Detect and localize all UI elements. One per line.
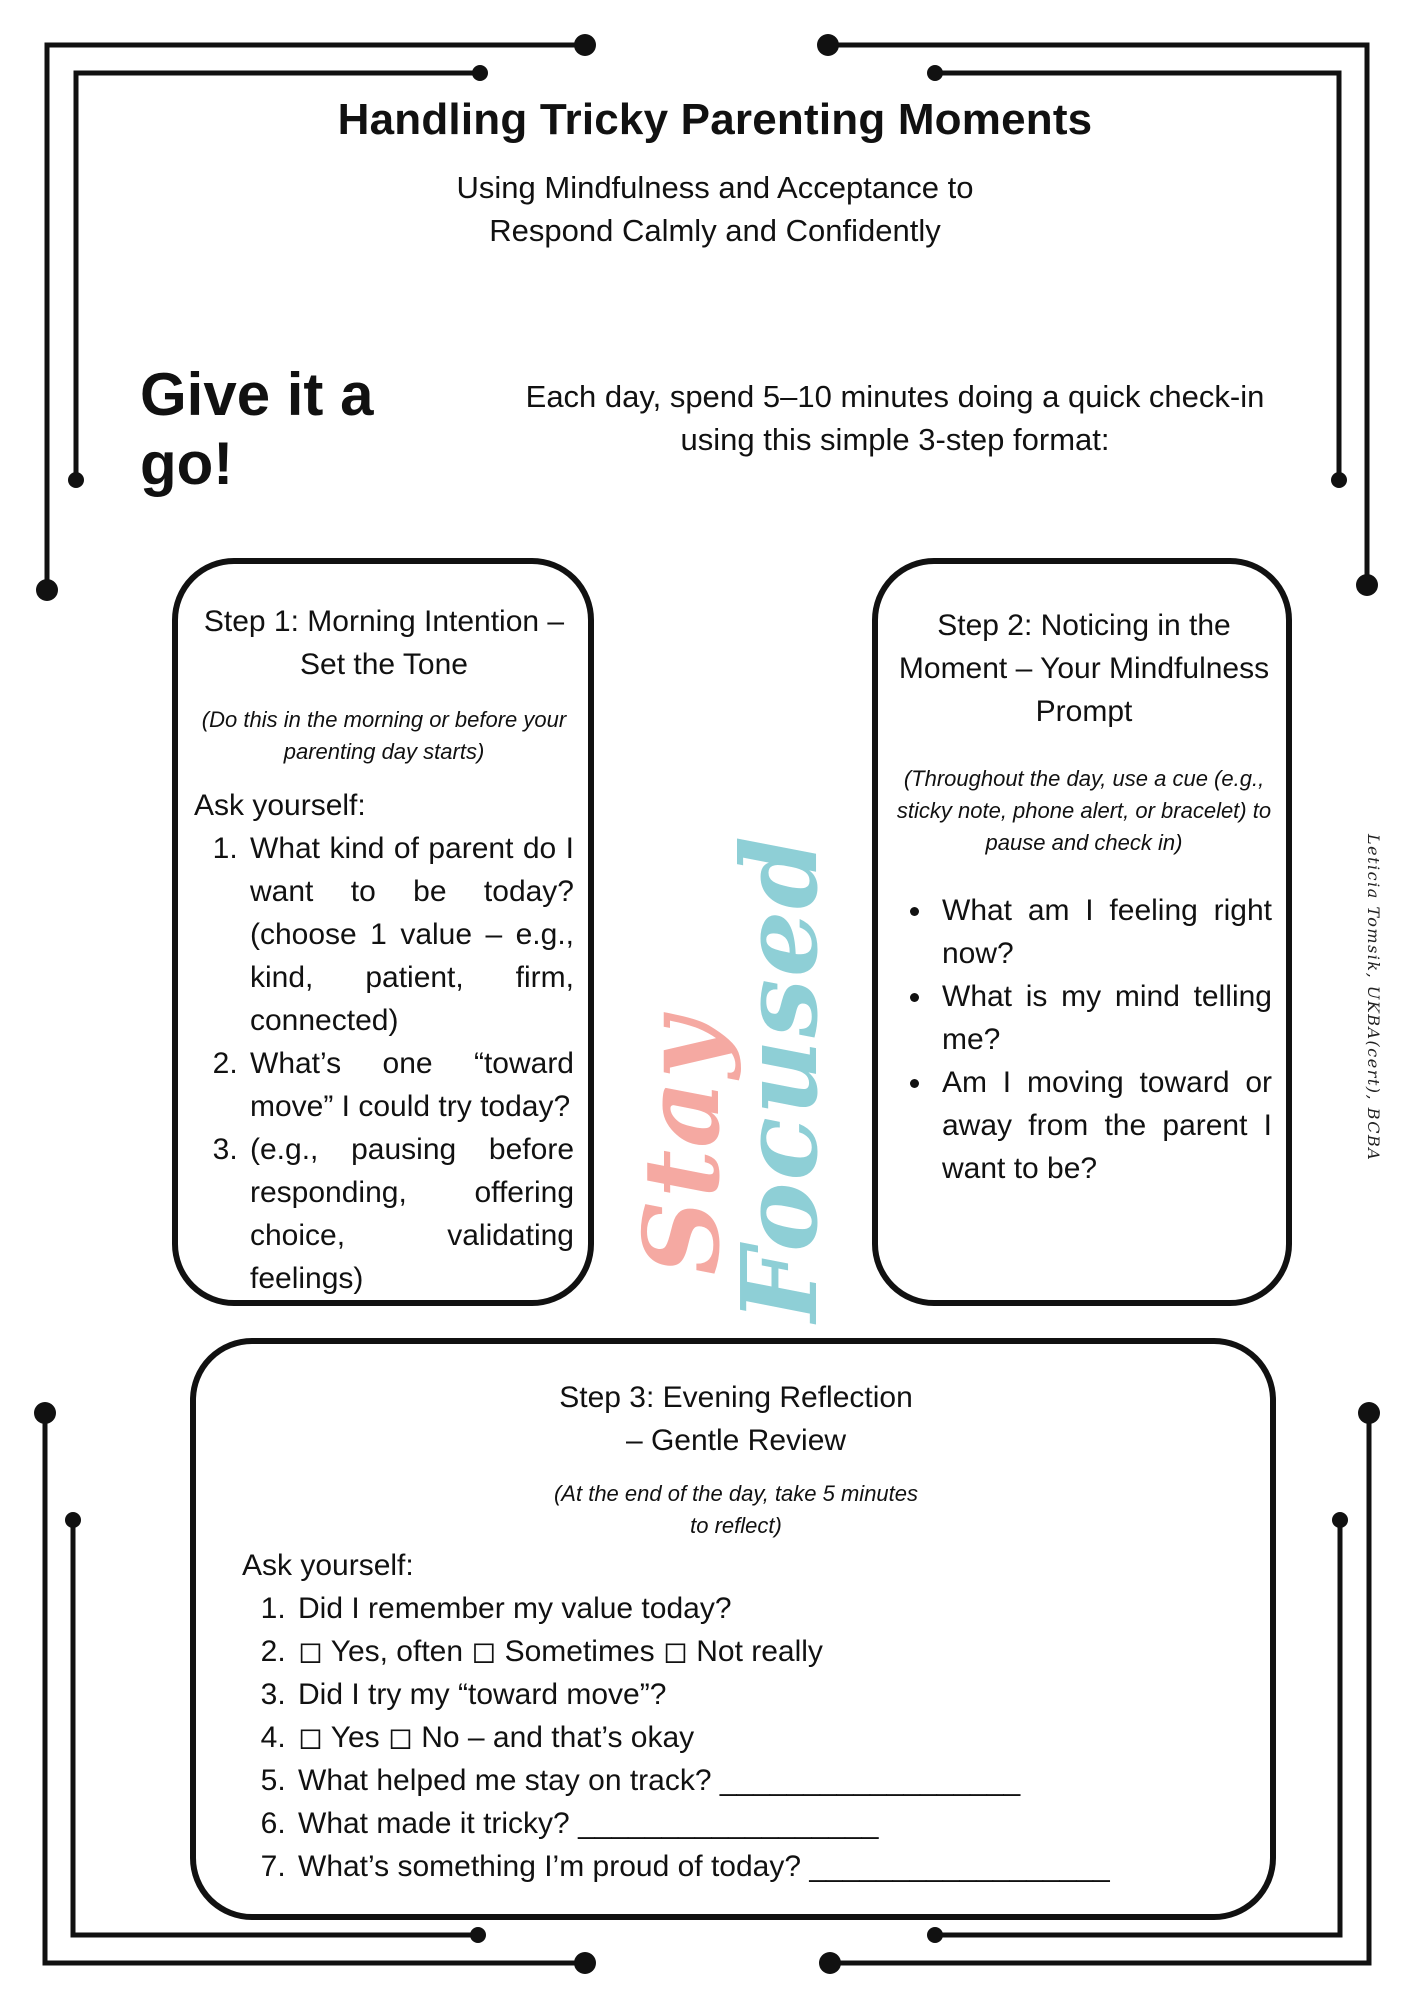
subtitle-line: Using Mindfulness and Acceptance to	[456, 170, 974, 205]
list-item: • Am I moving toward or away from the parent I want to be?	[934, 1061, 1272, 1190]
instructions-line: Each day, spend 5–10 minutes doing a quick check-in	[525, 379, 1265, 414]
list-item: 1. Did I remember my value today?	[294, 1587, 1230, 1630]
stay-focused-decoration	[598, 834, 878, 1322]
list-item: 7. What’s something I’m proud of today? __________________	[294, 1845, 1230, 1888]
step3-title	[242, 1376, 1230, 1462]
page-subtitle	[380, 166, 1050, 252]
step2-card	[872, 558, 1292, 1306]
list-item: 1. What kind of parent do I want to be today? (choose 1 value – e.g., kind, patient, firm, connected)	[246, 827, 574, 1042]
step3-title-line: – Gentle Review	[625, 1424, 847, 1457]
step3-card	[190, 1338, 1276, 1920]
list-item: 3. (e.g., pausing before responding, offering choice, validating feelings)	[246, 1128, 574, 1300]
instructions-line: using this simple 3-step format:	[680, 422, 1110, 457]
step1-ask-label: Ask yourself:	[194, 789, 366, 822]
list-item: 2. ◻ Yes, often ◻ Sometimes ◻ Not really	[294, 1630, 1230, 1673]
step2-title: Step 2: Noticing in the Moment – Your Mindfulness Prompt	[898, 609, 1270, 728]
step2-note: (Throughout the day, use a cue (e.g., sticky note, phone alert, or bracelet) to pause and check in)	[896, 766, 1272, 855]
give-it-a-go-heading: Give it a go!	[140, 361, 374, 497]
author-credit: Leticia Tomsik, UKBA(cert), BCBA	[1364, 834, 1383, 1162]
step3-note-line: to reflect)	[690, 1513, 782, 1538]
step1-note: (Do this in the morning or before your parenting day starts)	[201, 707, 567, 764]
list-item: 5. What helped me stay on track? __________________	[294, 1759, 1230, 1802]
stay-text: Stay	[620, 1016, 743, 1275]
list-item: • What am I feeling right now?	[934, 889, 1272, 975]
step1-title: Step 1: Morning Intention – Set the Tone	[203, 605, 565, 681]
subtitle-line: Respond Calmly and Confidently	[489, 213, 941, 248]
step2-prompt-list	[896, 889, 1272, 1190]
list-item: 4. ◻ Yes ◻ No – and that’s okay	[294, 1716, 1230, 1759]
step1-card	[172, 558, 594, 1306]
step3-note	[242, 1478, 1230, 1542]
page-title: Handling Tricky Parenting Moments	[337, 95, 1093, 144]
step3-reflection-list	[242, 1587, 1230, 1888]
step3-note-line: (At the end of the day, take 5 minutes	[553, 1481, 919, 1506]
step3-ask-label: Ask yourself:	[242, 1549, 414, 1582]
list-item: 3. Did I try my “toward move”?	[294, 1673, 1230, 1716]
list-item: 6. What made it tricky? __________________	[294, 1802, 1230, 1845]
intro-instructions	[505, 375, 1285, 461]
list-item: • What is my mind telling me?	[934, 975, 1272, 1061]
step3-title-line: Step 3: Evening Reflection	[559, 1381, 913, 1414]
step1-question-list	[194, 827, 574, 1300]
focused-text: Focused	[718, 834, 841, 1322]
list-item: 2. What’s one “toward move” I could try today?	[246, 1042, 574, 1128]
